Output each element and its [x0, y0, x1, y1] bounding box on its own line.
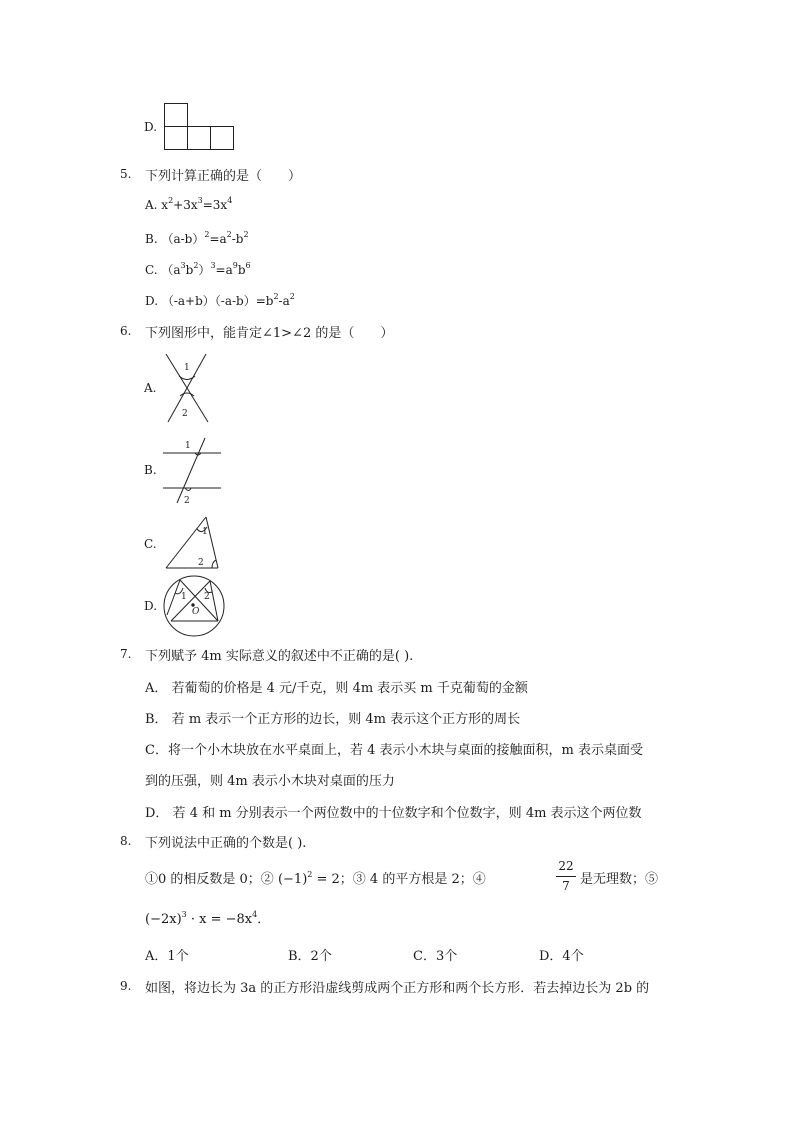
q8-stem: 下列说法中正确的个数是( ).: [145, 836, 307, 851]
q8-fraction-bar: [556, 876, 576, 877]
q5-option-b: B. $(a-b)^2=a^2-b^2$: [145, 230, 249, 246]
q7-option-c-line2: 到的压强，则 4m 表示小木块对桌面的压力: [145, 774, 395, 789]
q5-stem: 下列计算正确的是（ ）: [145, 169, 302, 184]
q7-option-a: A． 若葡萄的价格是 4 元/千克，则 4m 表示买 m 千克葡萄的金额: [145, 681, 528, 696]
q6-b-angle-1: 1: [185, 441, 191, 451]
q8-option-a: A．1个: [145, 949, 189, 964]
q6-c-angle-2: 2: [198, 558, 204, 568]
q4-option-d-label: D.: [144, 120, 158, 134]
q6-option-b-figure: [163, 437, 223, 507]
q8-statements-line1-end: 是无理数；⑤: [580, 872, 659, 887]
q8-statements-line1: ①0 的相反数是 0；② $(-1)^2 = 2$；③ 4 的平方根是 2；④: [145, 870, 486, 887]
q8-number: 8.: [120, 834, 132, 848]
q6-option-a-label: A.: [144, 381, 157, 395]
q6-option-b-label: B.: [144, 463, 157, 477]
q7-number: 7.: [120, 647, 132, 661]
q9-number: 9.: [120, 979, 132, 993]
q7-option-c-line1: C．将一个小木块放在水平桌面上，若 4 表示小木块与桌面的接触面积，m 表示桌面受: [145, 743, 643, 758]
q6-a-angle-2: 2: [182, 409, 188, 419]
q7-option-b: B． 若 m 表示一个正方形的边长，则 4m 表示这个正方形的周长: [145, 712, 521, 727]
q7-option-d: D． 若 4 和 m 分别表示一个两位数中的十位数字和个位数字，则 4m 表示这个两位数: [145, 806, 642, 821]
q6-d-angle-2: 2: [204, 592, 210, 602]
q7-stem: 下列赋予 4m 实际意义的叙述中不正确的是( ).: [145, 649, 414, 664]
q6-d-center-o: O: [192, 607, 200, 617]
q8-option-c: C．3个: [413, 949, 458, 964]
q8-fraction-numerator: 22: [558, 859, 574, 873]
q6-option-a-figure: [162, 354, 212, 424]
q6-option-c-figure: [164, 515, 224, 575]
q4-option-d-figure: [164, 103, 236, 151]
q6-option-c-label: C.: [144, 537, 157, 551]
q8-statement-5: $(-2x)^3 \cdot x = -8x^4$．: [145, 910, 271, 927]
q6-option-d-label: D.: [144, 599, 158, 613]
q6-b-angle-2: 2: [184, 496, 190, 506]
q6-d-angle-1: 1: [181, 592, 187, 602]
q6-option-d-figure: [163, 575, 227, 639]
q9-stem: 如图，将边长为 3a 的正方形沿虚线剪成两个正方形和两个长方形．若去掉边长为 2b 的: [145, 981, 650, 996]
q5-number: 5.: [120, 167, 132, 181]
q5-option-a: A. $x^2+3x^3=3x^4$: [145, 196, 233, 212]
q6-c-angle-1: 1: [202, 527, 208, 537]
q6-a-angle-1: 1: [184, 363, 190, 373]
q8-option-d: D．4个: [539, 949, 584, 964]
q5-option-d: D. $(-a+b)(-a-b)=b^2-a^2$: [145, 292, 295, 308]
q8-fraction-denominator: 7: [562, 879, 570, 893]
q5-option-c: C. $(a^3b^2)^3=a^9b^6$: [145, 261, 251, 277]
q6-number: 6.: [120, 324, 132, 338]
q6-stem: 下列图形中，能肯定∠1>∠2 的是（ ）: [145, 326, 394, 341]
q8-option-b: B．2个: [288, 949, 332, 964]
